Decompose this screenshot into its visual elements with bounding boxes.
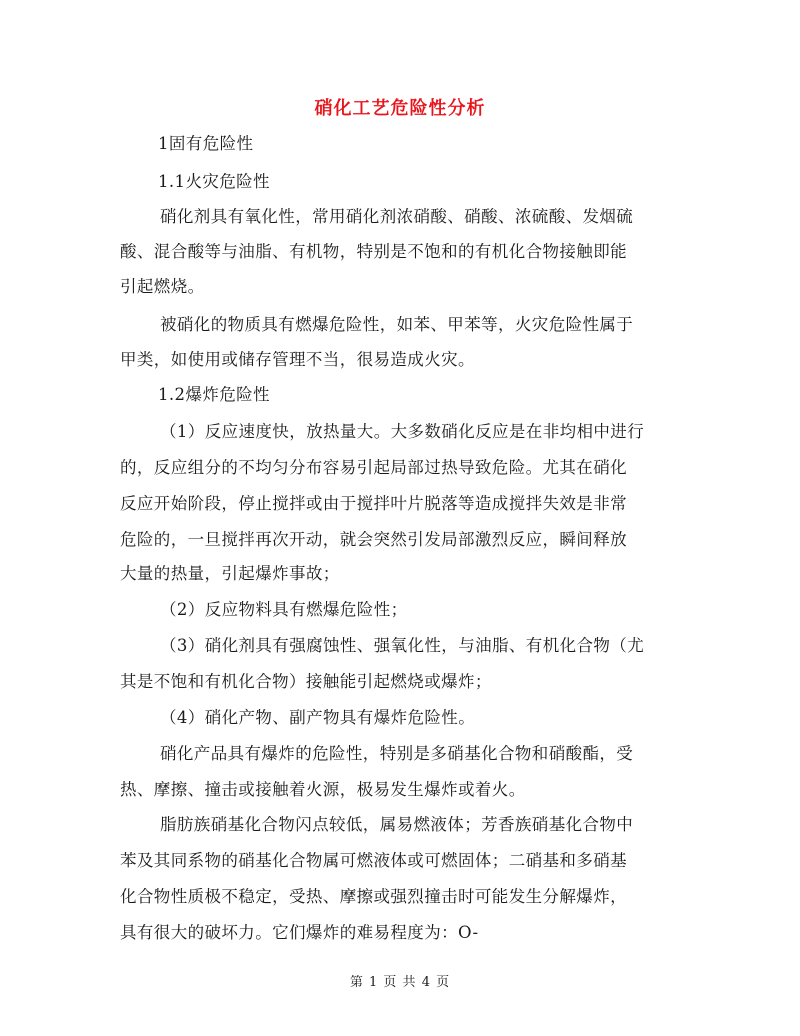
- paragraph-line: 化合物性质极不稳定，受热、摩擦或强烈撞击时可能发生分解爆炸，: [120, 887, 627, 906]
- paragraph-line: 硝化产品具有爆炸的危险性，特别是多硝基化合物和硝酸酯，受: [160, 744, 634, 763]
- list-item-line: （1）反应速度快，放热量大。大多数硝化反应是在非均相中进行: [160, 422, 645, 441]
- paragraph-line: 引起燃烧。: [120, 277, 205, 296]
- subsection-heading: 1.1火灾危险性: [158, 172, 270, 191]
- paragraph-line: 脂肪族硝基化合物闪点较低，属易燃液体；芳香族硝基化合物中: [160, 815, 634, 834]
- paragraph-line: 具有很大的破坏力。它们爆炸的难易程度为：O-: [120, 923, 479, 942]
- list-item-line: 反应开始阶段，停止搅拌或由于搅拌叶片脱落等造成搅拌失效是非常: [120, 494, 627, 513]
- list-item-line: （3）硝化剂具有强腐蚀性、强氧化性，与油脂、有机化合物（尤: [160, 636, 645, 655]
- list-item-line: （4）硝化产物、副产物具有爆炸危险性。: [160, 708, 476, 727]
- paragraph-line: 热、摩擦、撞击或接触着火源，极易发生爆炸或着火。: [120, 780, 526, 799]
- paragraph-line: 被硝化的物质具有燃爆危险性，如苯、甲苯等，火灾危险性属于: [160, 315, 634, 334]
- page-footer: 第 1 页 共 4 页: [349, 975, 451, 990]
- list-item-line: 危险的，一旦搅拌再次开动，就会突然引发局部激烈反应，瞬间释放: [120, 530, 627, 549]
- section-heading: 1固有危险性: [158, 134, 254, 153]
- paragraph-line: 酸、混合酸等与油脂、有机物，特别是不饱和的有机化合物接触即能: [120, 242, 627, 261]
- list-item-line: 大量的热量，引起爆炸事故；: [120, 564, 340, 583]
- paragraph-line: 甲类，如使用或储存管理不当，很易造成火灾。: [120, 350, 475, 369]
- list-item-line: 的，反应组分的不均匀分布容易引起局部过热导致危险。尤其在硝化: [120, 458, 627, 477]
- subsection-heading: 1.2爆炸危险性: [158, 385, 270, 404]
- list-item-line: （2）反应物料具有燃爆危险性；: [160, 600, 408, 619]
- paragraph-line: 苯及其同系物的硝基化合物属可燃液体或可燃固体；二硝基和多硝基: [120, 851, 627, 870]
- paragraph-line: 硝化剂具有氧化性，常用硝化剂浓硝酸、硝酸、浓硫酸、发烟硫: [160, 207, 634, 226]
- list-item-line: 其是不饱和有机化合物）接触能引起燃烧或爆炸；: [120, 672, 492, 691]
- document-title: 硝化工艺危险性分析: [314, 98, 486, 119]
